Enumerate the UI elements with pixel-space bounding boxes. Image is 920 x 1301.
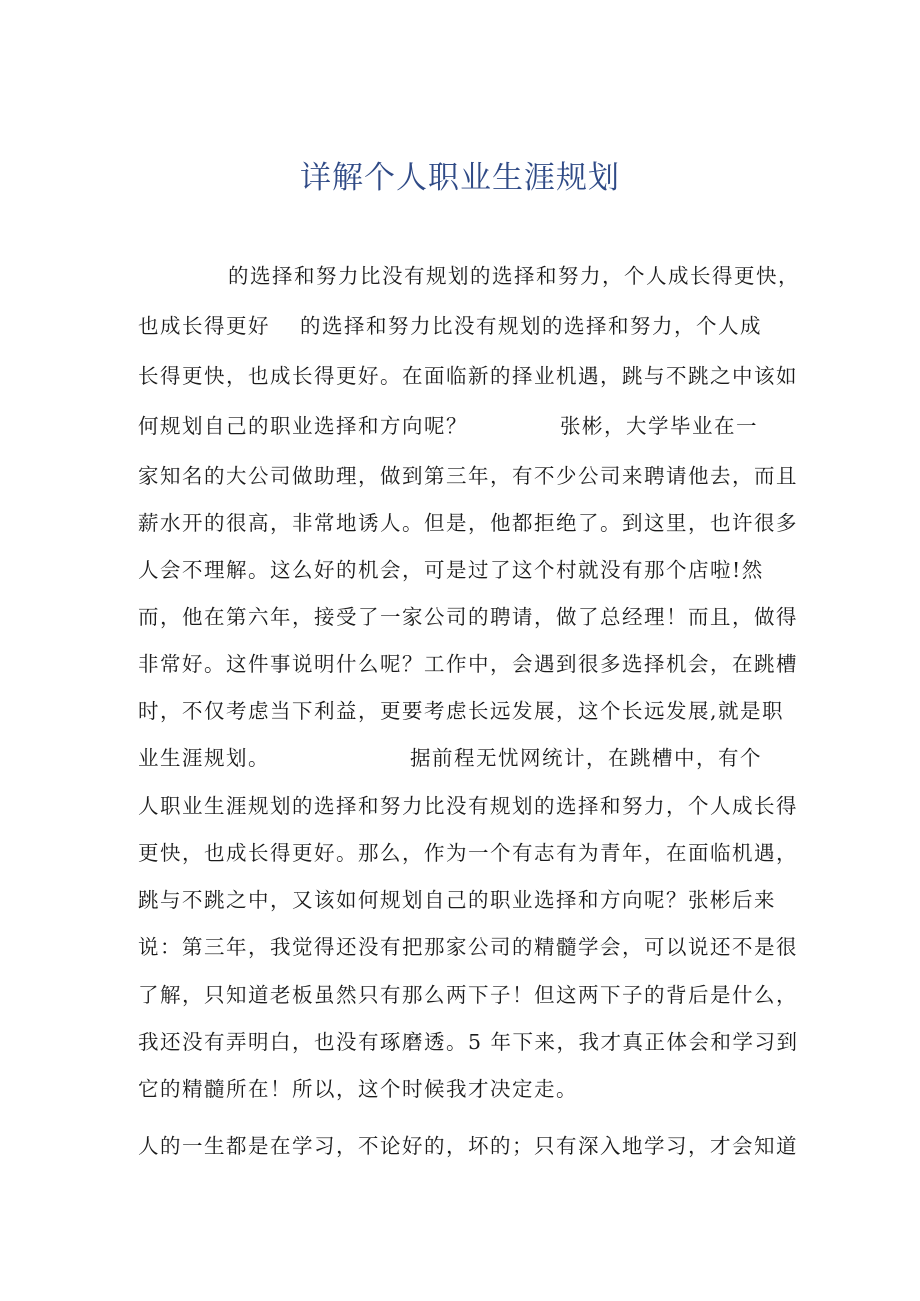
text-segment: 我还没有弄明白，也没有琢磨透。5 年下来，我才真正体会和学习到 (138, 1030, 799, 1054)
text-segment: 薪水开的很高，非常地诱人。但是，他都拒绝了。到这里，也许很多 (138, 511, 798, 535)
text-segment: 跳与不跳之中，又该如何规划自己的职业选择和方向呢？张彬后来 (138, 888, 776, 912)
text-segment: 而，他在第六年，接受了一家公司的聘请，做了总经理！而且，做得 (138, 605, 798, 629)
text-segment: 据前程无忧网统计，在跳槽中，有个 (410, 746, 762, 770)
text-segment: 它的精髓所在！所以，这个时候我才决定走。 (138, 1077, 578, 1101)
text-segment: 的选择和努力比没有规划的选择和努力，个人成 (300, 314, 762, 338)
text-segment: 也成长得更好 (138, 314, 270, 338)
text-segment: 何规划自己的职业选择和方向呢？ (138, 414, 468, 438)
text-segment: 说：第三年，我觉得还没有把那家公司的精髓学会，可以说还不是很 (138, 935, 798, 959)
text-segment: 时，不仅考虑当下利益，更要考虑长远发展，这个长远发展,就是职 (138, 699, 785, 723)
text-segment: 家知名的大公司做助理，做到第三年，有不少公司来聘请他去，而且 (138, 464, 798, 488)
text-segment: 更快，也成长得更好。那么，作为一个有志有为青年，在面临机遇， (138, 841, 798, 865)
text-segment: 张彬，大学毕业在一 (560, 414, 758, 438)
text-segment: 非常好。这件事说明什么呢？工作中，会遇到很多选择机会，在跳槽 (138, 652, 798, 676)
text-segment: 了解，只知道老板虽然只有那么两下子！但这两下子的背后是什么， (138, 983, 798, 1007)
text-segment: 的选择和努力比没有规划的选择和努力，个人成长得更快， (228, 264, 800, 288)
text-segment: 人会不理解。这么好的机会，可是过了这个村就没有那个店啦!然 (138, 558, 764, 582)
document-title: 详解个人职业生涯规划 (300, 160, 620, 196)
text-segment: 长得更快，也成长得更好。在面临新的择业机遇，跳与不跳之中该如 (138, 364, 798, 388)
text-segment: 业生涯规划。 (138, 746, 270, 770)
text-segment: 人的一生都是在学习，不论好的，坏的；只有深入地学习，才会知道 (138, 1134, 798, 1158)
text-segment: 人职业生涯规划的选择和努力比没有规划的选择和努力，个人成长得 (138, 794, 798, 818)
